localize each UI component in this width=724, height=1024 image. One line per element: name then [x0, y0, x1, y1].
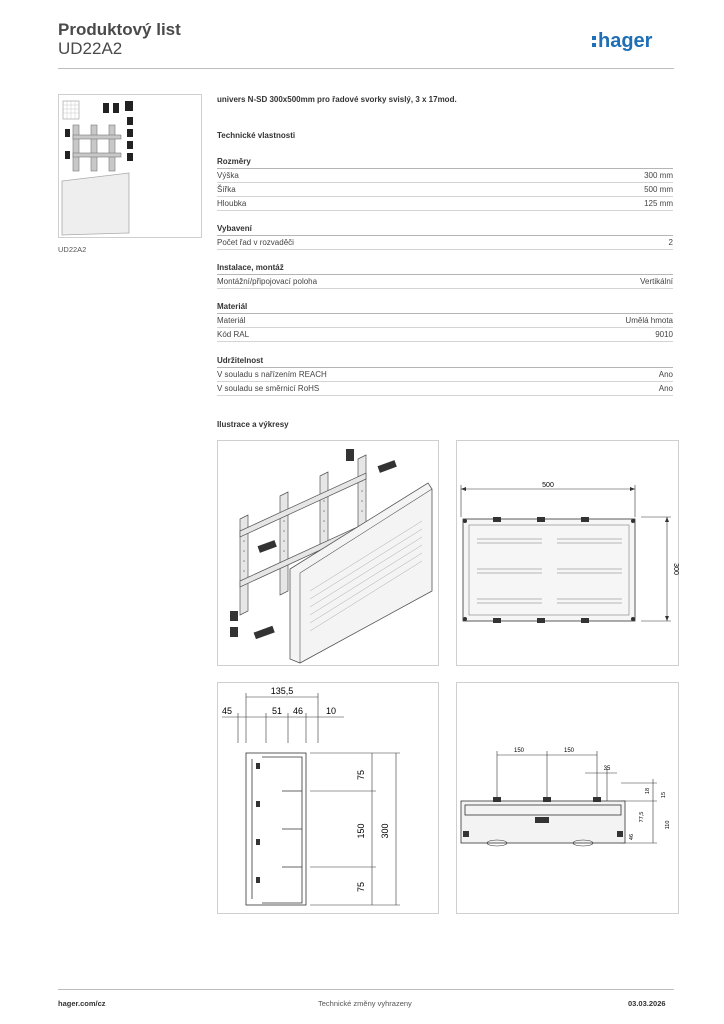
spec-label: Kód RAL — [217, 330, 250, 339]
spec-label: Výška — [217, 171, 239, 180]
product-thumbnail — [58, 94, 202, 238]
tech-heading: Technické vlastnosti — [217, 131, 296, 140]
spec-row — [217, 382, 673, 396]
spec-value: 125 mm — [644, 199, 673, 208]
spec-row — [217, 368, 673, 382]
spec-value: Ano — [658, 370, 673, 379]
spec-row — [217, 275, 673, 289]
spec-value: 300 mm — [644, 171, 673, 180]
isometric-drawing — [217, 440, 439, 666]
footer-divider — [58, 989, 674, 990]
spec-label: V souladu se směrnicí RoHS — [217, 384, 320, 393]
offset-dimension: 45 — [221, 706, 233, 716]
spacing-c-dimension: 35 — [603, 766, 611, 772]
spec-group-title: Rozměry — [217, 155, 673, 169]
spec-group-dimensions — [217, 155, 673, 211]
spec-value: 500 mm — [644, 185, 673, 194]
spec-row — [217, 197, 673, 211]
spec-group-title: Vybavení — [217, 222, 673, 236]
cover-dimension: 46 — [292, 706, 304, 716]
thumbnail-caption: UD22A2 — [58, 245, 87, 254]
illustrations-heading: Ilustrace a výkresy — [217, 420, 289, 429]
total-depth-dimension: 110 — [665, 820, 671, 830]
spec-label: Počet řad v rozvaděči — [217, 238, 294, 247]
spec-group-title: Udržitelnost — [217, 354, 673, 368]
cover-depth-dimension: 46 — [629, 833, 635, 841]
spec-row — [217, 314, 673, 328]
hager-logo[interactable] — [592, 26, 674, 58]
spec-group-equipment — [217, 222, 673, 250]
spec-value: 9010 — [655, 330, 673, 339]
spec-value: 2 — [668, 238, 673, 247]
spec-group-sustainability — [217, 354, 673, 396]
side-view-drawing — [217, 682, 439, 914]
rail-dimension: 51 — [271, 706, 283, 716]
product-code: UD22A2 — [58, 39, 123, 58]
height-dimension: 300 — [672, 563, 679, 575]
spec-label: Materiál — [217, 316, 246, 325]
spec-value: Vertikální — [640, 277, 673, 286]
width-dimension: 500 — [542, 482, 554, 489]
spec-row — [217, 183, 673, 197]
spec-group-material — [217, 300, 673, 342]
front-view-drawing — [456, 440, 679, 666]
spacing-b-dimension: 150 — [563, 748, 575, 754]
spec-value: Umělá hmota — [625, 316, 673, 325]
spec-group-title: Materiál — [217, 300, 673, 314]
spec-label: Hloubka — [217, 199, 247, 208]
mid-depth-dimension: 77,5 — [639, 811, 645, 823]
spec-row — [217, 169, 673, 183]
bottom-section-dimension: 75 — [356, 881, 366, 893]
spec-label: Šířka — [217, 185, 236, 194]
logo-text: hager — [598, 30, 653, 52]
middle-section-dimension: 150 — [356, 823, 366, 839]
spacing-a-dimension: 150 — [513, 748, 525, 754]
top-view-drawing — [456, 682, 679, 914]
spec-row — [217, 236, 673, 250]
spec-group-installation — [217, 261, 673, 289]
spec-label: Montážní/připojovací poloha — [217, 277, 318, 286]
header-divider — [58, 68, 674, 69]
depth-dimension: 135,5 — [270, 686, 294, 696]
top-offset-dimension: 18 — [645, 787, 651, 795]
page-title: Produktový list — [58, 20, 181, 39]
spec-group-title: Instalace, montáž — [217, 261, 673, 275]
spec-row — [217, 328, 673, 342]
rail-height-dimension: 15 — [661, 791, 667, 799]
top-section-dimension: 75 — [356, 769, 366, 781]
product-description: univers N-SD 300x500mm pro řadové svorky svislý, 3 x 17mod. — [217, 95, 457, 104]
footer-website-link[interactable]: hager.com/cz — [58, 999, 106, 1008]
total-height-dimension: 300 — [380, 823, 390, 839]
spec-label: V souladu s nařízením REACH — [217, 370, 327, 379]
footer-date: 03.03.2026 — [628, 999, 666, 1008]
footer-notice: Technické změny vyhrazeny — [318, 999, 412, 1008]
spec-value: Ano — [658, 384, 673, 393]
gap-dimension: 10 — [325, 706, 337, 716]
